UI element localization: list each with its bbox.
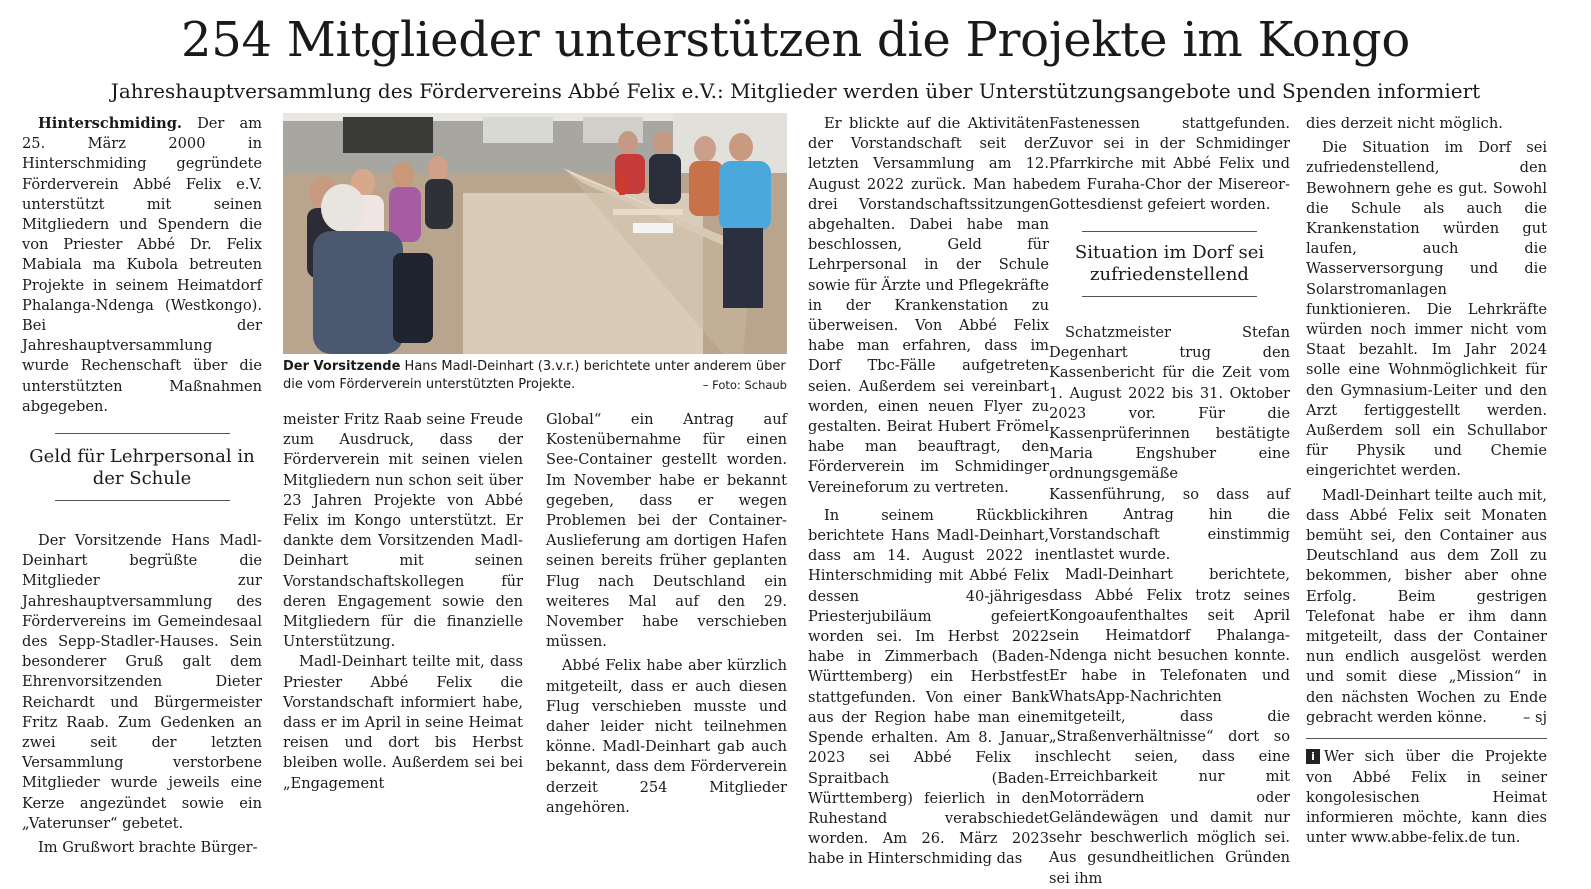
photo-credit: – Foto: Schaub [702,378,787,392]
article-photo [283,113,787,354]
paragraph: Fastenessen stattgefunden. Zuvor sei in der Schmidinger Pfarrkirche mit Abbé Felix und dem Furaha-Chor der Misereor-Gottesdienst gefeiert worden. [1049,115,1290,213]
subhead-lehrpersonal: Geld für Lehrpersonal in der Schule [29,446,255,490]
headline: 254 Mitglieder unterstützen die Projekte im Kongo [181,12,1410,68]
paragraph: Madl-Deinhart teilte auch mit, dass Abbé Felix seit Monaten bemüht sei, den Container aus Deutschland aus dem Zoll zu bekommen, bisher aber ohne Erfolg. Beim gestrigen Telefonat habe er ihm dann mitgeteilt, dass der Container nun endlich ausgelöst werden und somit diese „Mission“ in den nächsten Wochen zu Ende gebracht werden könne. [1306,486,1547,726]
column-6 [1306,114,1547,848]
divider [55,433,230,434]
paragraph: Die Situation im Dorf sei zufriedenstellend, den Bewohnern gehe es gut. Sowohl die Schule als auch die Krankenstation würden gut laufen, auch die Wasserversorgung und die Solarstromanlagen funktionieren. Die Lehrkräfte würden noch immer nicht vom Staat bezahlt. Im Jahr 2024 solle eine Wohnmöglichkeit für den Gymnasium-Leiter und den Arzt fertiggestellt werden. Außerdem soll ein Schullabor für Physik und Chemie eingerichtet werden. [1306,139,1547,480]
photo-caption [283,358,787,394]
caption-lead: Der Vorsitzende [283,359,401,374]
divider [55,500,230,501]
column-1 [22,114,262,858]
intro-text: Der am 25. März 2000 in Hinterschmiding gegründete Förderverein Abbé Felix e.V. unterstützt mit seinen Mitgliedern und Spendern die von Priester Abbé Dr. Felix Mabiala ma Kubola betreuten Projekte in seinem Heimatdorf Phalanga-Ndenga (Westkongo). Bei der Jahreshauptversammlung wurde Rechenschaft über die unterstützten Maßnahmen abgegeben. [22,115,262,415]
divider [1306,738,1547,739]
paragraph: Im Grußwort brachte Bürger- [38,839,258,857]
info-box [1306,747,1547,848]
paragraph: meister Fritz Raab seine Freude zum Ausdruck, dass der Förderverein mit seinen vielen Mitgliedern nun schon seit über 23 Jahren Projekte von Abbé Felix im Kongo unterstützt. Er dankte dem Vorsitzenden Madl-Deinhart mit seinen Vorstandschaftskollegen für deren Engagement sowie den Mitgliedern für die finanzielle Unterstützung. [283,411,523,651]
column-5 [1049,114,1290,889]
dateline: Hinterschmiding. [38,115,182,132]
subhead-situation: Situation im Dorf sei zufriedenstellend [1074,242,1265,286]
paragraph: Abbé Felix habe aber kürzlich mitgeteilt, dass er auch diesen Flug verschieben musste und daher leider nicht teilnehmen könne. Madl-Deinhart gab auch bekannt, dass dem Förderverein derzeit 254 Mitglieder angehören. [546,657,787,816]
paragraph: Schatzmeister Stefan Degenhart trug den Kassenbericht für die Zeit vom 1. August 2022 bis 31. Oktober 2023 vor. Für die Kassenprüferinnen bestätigte Maria Engshuber eine ordnungsgemäße Kassenführung, so dass auf ihren Antrag hin die Vorstandschaft einstimmig entlastet wurde. [1049,324,1290,564]
paragraph: dies derzeit nicht möglich. [1306,115,1503,132]
column-4 [808,114,1049,870]
caption-text: Hans Madl-Deinhart (3.v.r.) berichtete unter anderem über die vom Förderverein unterstützten Projekte. [283,359,786,392]
paragraph: Global“ ein Antrag auf Kostenübernahme für einen See-Container gestellt worden. Im November habe er bekannt gegeben, dass er wegen Problemen bei der Container-Auslieferung am dortigen Hafen seinen bereits früher geplanten Flug nach Deutschland ein weiteres Mal auf den 29. November habe verschieben müssen. [546,411,787,651]
intro-paragraph [22,114,262,417]
paragraph: Er blickte auf die Aktivitäten der Vorstandschaft seit der letzten Versammlung am 12. August 2022 zurück. Man habe drei Vorstandschaftssitzungen abgehalten. Dabei habe man beschlossen, Geld für Lehrpersonal in der Schule sowie für Ärzte und Pflegekräfte in der Krankenstation zu überweisen. Von Abbé Felix habe man erfahren, dass im Dorf Tbc-Fälle aufgetreten seien. Außerdem sei vereinbart worden, einen neuen Flyer zu gestalten. Beirat Hubert Frömel habe man beauftragt, den Förderverein im Schmidinger Vereineforum zu vertreten. [808,115,1049,496]
info-icon: i [1306,749,1320,764]
column-2 [283,410,523,794]
divider [1082,231,1257,232]
paragraph: Madl-Deinhart teilte mit, dass Priester Abbé Felix die Vorstandschaft informiert habe, dass er im April in seine Heimat reisen und dort bis Herbst bleiben wolle. Außerdem sei bei „Engagement [283,653,523,792]
paragraph: Madl-Deinhart berichtete, dass Abbé Felix trotz seines Kongoaufenthaltes seit April sein Heimatdorf Phalanga-Ndenga nicht besuchen konnte. Er habe in Telefonaten und WhatsApp-Nachrichten mitgeteilt, dass die „Straßenverhältnisse“ dort so schlecht seien, dass eine Erreichbarkeit nur mit Motorrädern oder Geländewägen und damit nur sehr beschwerlich möglich sei. Aus gesundheitlichen Gründen sei ihm [1049,566,1290,887]
paragraph: Der Vorsitzende Hans Madl-Deinhart begrüßte die Mitglieder zur Jahreshauptversammlung des Fördervereins im Gemeindesaal des Sepp-Stadler-Hauses. Sein besonderer Gruß galt dem Ehrenvorsitzenden Dieter Reichardt und Bürgermeister Fritz Raab. Zum Gedenken an zwei seit der letzten Versammlung verstorbene Mitglieder wurde jeweils eine Kerze angezündet sowie ein „Vaterunser“ gebetet. [22,532,262,832]
info-text: Wer sich über die Projekte von Abbé Felix in seiner kongolesischen Heimat informieren möchte, kann dies unter www.abbe-felix.de tun. [1306,748,1547,847]
signature: – sj [1523,709,1547,727]
paragraph: In seinem Rückblick berichtete Hans Madl-Deinhart, dass am 14. August 2022 in Hinterschmiding mit Abbé Felix dessen 40-jähriges Priesterjubiläum gefeiert worden sei. Im Herbst 2022 habe in Zimmerbach (Baden-Württemberg) ein Herbstfest stattgefunden. Von einer Bank aus der Region habe man eine Spende erhalten. Am 8. Januar 2023 sei Abbé Felix in Spraitbach (Baden-Württemberg) feierlich in den Ruhestand verabschiedet worden. Am 26. März 2023 habe in Hinterschmiding das [808,506,1049,868]
column-3 [546,410,787,818]
meeting-photo-illustration [283,113,787,354]
subheadline: Jahreshauptversammlung des Fördervereins Abbé Felix e.V.: Mitglieder werden über Unterstützungsangebote und Spenden informiert [110,79,1481,103]
divider [1082,296,1257,297]
